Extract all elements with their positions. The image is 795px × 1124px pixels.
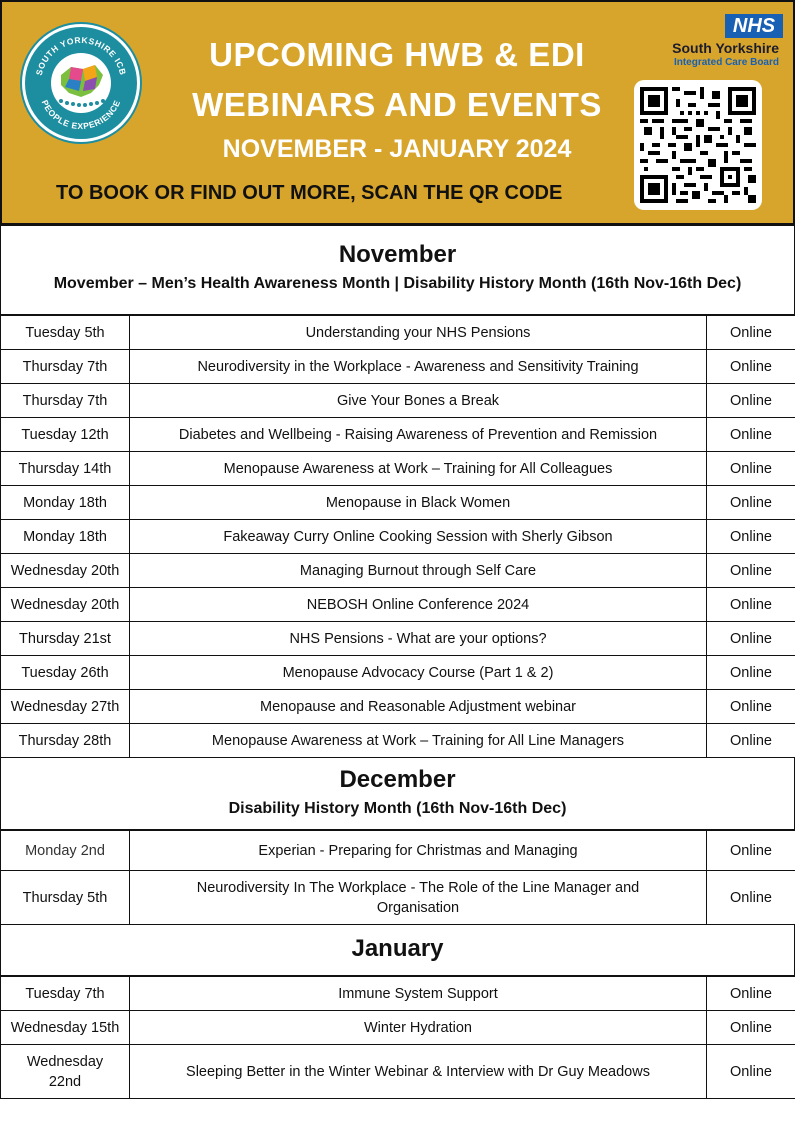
people-experience-logo-icon bbox=[25, 27, 137, 139]
event-title: Neurodiversity in the Workplace - Awareness and Sensitivity Training bbox=[130, 350, 707, 384]
title-line-1: UPCOMING HWB & EDI bbox=[209, 36, 585, 73]
event-format: Online bbox=[707, 418, 795, 452]
event-date: Thursday 7th bbox=[1, 384, 130, 418]
event-title: Sleeping Better in the Winter Webinar & Interview with Dr Guy Meadows bbox=[130, 1045, 707, 1099]
event-title: Fakeaway Curry Online Cooking Session with Sherly Gibson bbox=[130, 520, 707, 554]
title-line-3: NOVEMBER - JANUARY 2024 bbox=[222, 135, 572, 163]
month-title-january: January bbox=[351, 935, 444, 962]
logo-text-bottom: PEOPLE EXPERIENCE bbox=[39, 98, 123, 132]
event-format: Online bbox=[707, 871, 795, 925]
table-row bbox=[1, 384, 795, 418]
table-row bbox=[1, 1011, 795, 1045]
event-format: Online bbox=[707, 977, 795, 1011]
org-name: South Yorkshire bbox=[672, 40, 779, 56]
january-header bbox=[0, 924, 795, 976]
event-date: Wednesday 20th bbox=[1, 554, 130, 588]
event-format: Online bbox=[707, 588, 795, 622]
booking-instruction: TO BOOK OR FIND OUT MORE, SCAN THE QR CODE bbox=[56, 182, 563, 204]
event-date: Wednesday 15th bbox=[1, 1011, 130, 1045]
table-row bbox=[1, 350, 795, 384]
event-title: Understanding your NHS Pensions bbox=[130, 316, 707, 350]
event-format: Online bbox=[707, 350, 795, 384]
table-row bbox=[1, 977, 795, 1011]
event-date: Wednesday 22nd bbox=[1, 1045, 130, 1099]
event-format: Online bbox=[707, 384, 795, 418]
header-banner bbox=[0, 0, 795, 226]
table-row bbox=[1, 520, 795, 554]
title-line-2: WEBINARS AND EVENTS bbox=[192, 86, 602, 123]
table-row bbox=[1, 452, 795, 486]
qr-code-icon bbox=[640, 86, 756, 204]
table-row bbox=[1, 1045, 795, 1099]
event-date: Tuesday 7th bbox=[1, 977, 130, 1011]
event-format: Online bbox=[707, 1045, 795, 1099]
january-events-table bbox=[0, 976, 795, 1099]
event-date: Monday 2nd bbox=[1, 831, 130, 871]
event-title: NHS Pensions - What are your options? bbox=[130, 622, 707, 656]
table-row bbox=[1, 656, 795, 690]
event-date: Wednesday 20th bbox=[1, 588, 130, 622]
december-subtitle: Disability History Month (16th Nov-16th Dec) bbox=[228, 800, 567, 817]
event-format: Online bbox=[707, 622, 795, 656]
event-title: Give Your Bones a Break bbox=[130, 384, 707, 418]
event-date: Tuesday 5th bbox=[1, 316, 130, 350]
table-row bbox=[1, 831, 795, 871]
qr-code[interactable] bbox=[634, 80, 762, 210]
event-format: Online bbox=[707, 656, 795, 690]
table-row bbox=[1, 871, 795, 925]
november-header bbox=[0, 226, 795, 315]
table-row bbox=[1, 690, 795, 724]
nhs-logo: NHS bbox=[725, 14, 783, 38]
icb-logo bbox=[22, 24, 140, 142]
event-date: Thursday 5th bbox=[1, 871, 130, 925]
month-title-december: December bbox=[339, 766, 456, 793]
event-format: Online bbox=[707, 486, 795, 520]
event-title: Winter Hydration bbox=[130, 1011, 707, 1045]
event-date: Tuesday 26th bbox=[1, 656, 130, 690]
event-format: Online bbox=[707, 724, 795, 758]
event-format: Online bbox=[707, 831, 795, 871]
event-date: Tuesday 12th bbox=[1, 418, 130, 452]
event-title: Diabetes and Wellbeing - Raising Awareness of Prevention and Remission bbox=[130, 418, 707, 452]
table-row bbox=[1, 588, 795, 622]
event-format: Online bbox=[707, 520, 795, 554]
table-row bbox=[1, 418, 795, 452]
november-subtitle: Movember – Men’s Health Awareness Month | Disability History Month (16th Nov-16th Dec) bbox=[53, 275, 742, 292]
november-events-table bbox=[0, 315, 795, 758]
logo-text-top: SOUTH YORKSHIRE ICB bbox=[33, 34, 129, 77]
month-title-november: November bbox=[338, 241, 457, 268]
event-format: Online bbox=[707, 554, 795, 588]
event-format: Online bbox=[707, 1011, 795, 1045]
event-date: Wednesday 27th bbox=[1, 690, 130, 724]
table-row bbox=[1, 316, 795, 350]
event-title: Experian - Preparing for Christmas and Managing bbox=[130, 831, 707, 871]
event-date: Thursday 28th bbox=[1, 724, 130, 758]
event-title: Menopause Awareness at Work – Training for All Line Managers bbox=[130, 724, 707, 758]
event-format: Online bbox=[707, 690, 795, 724]
event-format: Online bbox=[707, 452, 795, 486]
event-date: Thursday 14th bbox=[1, 452, 130, 486]
event-date: Thursday 21st bbox=[1, 622, 130, 656]
event-date: Thursday 7th bbox=[1, 350, 130, 384]
december-header bbox=[0, 757, 795, 830]
december-events-table bbox=[0, 830, 795, 925]
event-format: Online bbox=[707, 316, 795, 350]
event-title: Managing Burnout through Self Care bbox=[130, 554, 707, 588]
event-title: Neurodiversity In The Workplace - The Role of the Line Manager and Organisation bbox=[130, 871, 707, 925]
table-row bbox=[1, 724, 795, 758]
event-title: Menopause and Reasonable Adjustment webinar bbox=[130, 690, 707, 724]
table-row bbox=[1, 622, 795, 656]
event-title: Immune System Support bbox=[130, 977, 707, 1011]
event-date: Monday 18th bbox=[1, 520, 130, 554]
org-subtitle: Integrated Care Board bbox=[673, 57, 779, 68]
table-row bbox=[1, 554, 795, 588]
table-row bbox=[1, 486, 795, 520]
event-title: Menopause Awareness at Work – Training for All Colleagues bbox=[130, 452, 707, 486]
event-title: Menopause Advocacy Course (Part 1 & 2) bbox=[130, 656, 707, 690]
event-title: Menopause in Black Women bbox=[130, 486, 707, 520]
event-date: Monday 18th bbox=[1, 486, 130, 520]
event-title: NEBOSH Online Conference 2024 bbox=[130, 588, 707, 622]
